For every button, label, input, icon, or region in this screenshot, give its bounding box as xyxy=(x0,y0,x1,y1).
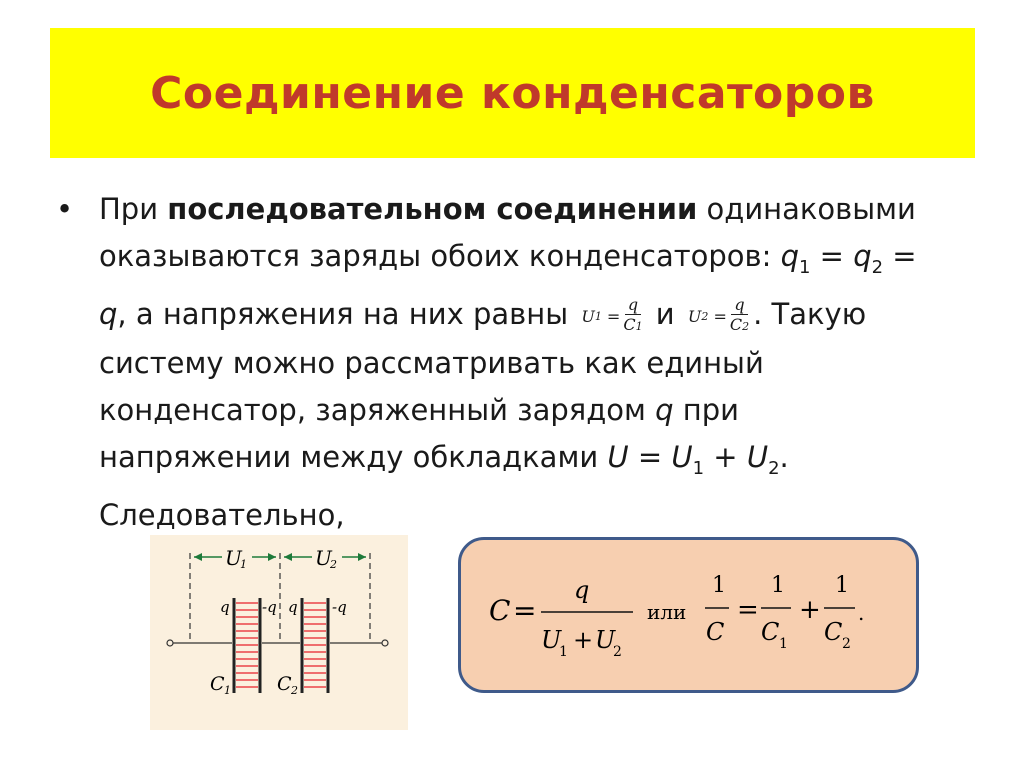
result-formula-box xyxy=(458,537,919,693)
and-word: и xyxy=(655,297,675,331)
text-intro: При xyxy=(99,192,168,226)
arrow-head-icon xyxy=(194,553,202,561)
svg-text:1: 1 xyxy=(559,644,568,660)
or-word: или xyxy=(647,600,687,624)
label-u1: U xyxy=(225,546,242,570)
label-neg-q-c2: -q xyxy=(332,598,347,616)
text-5: . Следовательно, xyxy=(99,439,789,532)
eq-1: = xyxy=(810,239,854,273)
label-q-c2: q xyxy=(288,598,298,616)
c2-field-lines xyxy=(304,603,326,687)
arrow-head-icon xyxy=(284,553,292,561)
sub-q1: 1 xyxy=(799,257,811,278)
svg-text:+: + xyxy=(573,626,594,654)
svg-text:=: = xyxy=(737,595,759,625)
var-q2: q xyxy=(853,239,872,273)
sub-U2: 2 xyxy=(768,457,780,479)
capacitor-series-diagram xyxy=(150,535,408,730)
bullet-paragraph xyxy=(56,186,936,539)
svg-text:U: U xyxy=(595,626,616,654)
svg-text:1: 1 xyxy=(771,573,785,598)
svg-text:2: 2 xyxy=(613,644,622,660)
inline-formula-u2: U 2 = $\frac{q}{C2}$ xyxy=(687,294,750,334)
sub-U1: 1 xyxy=(692,457,705,479)
svg-text:C: C xyxy=(761,618,780,646)
diagram-svg xyxy=(150,535,408,730)
formula-num-q: q xyxy=(574,576,590,604)
terminal-right-icon xyxy=(382,640,388,646)
formula-svg xyxy=(461,540,916,690)
text-2: , а напряжения на них равны xyxy=(117,297,578,331)
label-neg-q-c1: -q xyxy=(262,598,277,616)
label-q-c1: q xyxy=(220,598,230,616)
svg-text:2: 2 xyxy=(842,636,851,652)
svg-text:2: 2 xyxy=(291,684,298,697)
svg-text:+: + xyxy=(799,595,821,625)
var-U1: U xyxy=(671,439,693,474)
inline-formula-u1: U 1 = $\frac{q}{C1}$ xyxy=(581,294,643,334)
arrow-head-icon xyxy=(268,553,276,561)
title-banner xyxy=(50,28,975,158)
sub-q2: 2 xyxy=(871,257,884,278)
var-q: q xyxy=(99,297,118,331)
formula-eq: = xyxy=(513,594,537,627)
svg-text:C: C xyxy=(824,618,843,646)
arrow-head-icon xyxy=(358,553,366,561)
var-U: U xyxy=(607,439,629,474)
bullet-marker: • xyxy=(56,192,74,226)
var-U2: U xyxy=(746,439,769,474)
svg-text:1: 1 xyxy=(224,684,231,697)
svg-text:1: 1 xyxy=(779,636,788,652)
text-3: . Такую систему можно рассматривать как единый конденсатор, заряженный зарядом xyxy=(99,297,867,427)
var-q-again: q xyxy=(655,392,674,427)
c1-field-lines xyxy=(236,603,258,687)
label-c2: C xyxy=(277,673,292,695)
var-q1: q xyxy=(780,239,800,273)
svg-text:1: 1 xyxy=(240,558,247,571)
text-4: при напряжении между обкладками xyxy=(99,392,739,474)
text-1: одинаковыми оказываются заряды обоих конденсаторов: xyxy=(99,192,916,273)
svg-text:.: . xyxy=(858,601,865,625)
label-c1: C xyxy=(210,673,225,695)
terminal-left-icon xyxy=(167,640,173,646)
svg-text:1: 1 xyxy=(712,573,726,598)
eq-3: = xyxy=(628,439,672,474)
svg-text:2: 2 xyxy=(330,558,337,571)
paragraph-text xyxy=(99,186,936,539)
svg-text:1: 1 xyxy=(835,573,849,598)
svg-text:U: U xyxy=(541,626,562,654)
formula-c: C xyxy=(489,594,511,627)
plus-sign: + xyxy=(704,439,747,474)
slide-title: Соединение конденсаторов xyxy=(150,67,875,119)
label-u2: U xyxy=(315,546,332,570)
text-bold: последовательном соединении xyxy=(167,192,698,226)
svg-text:C: C xyxy=(706,618,725,646)
eq-2: = xyxy=(883,239,917,273)
